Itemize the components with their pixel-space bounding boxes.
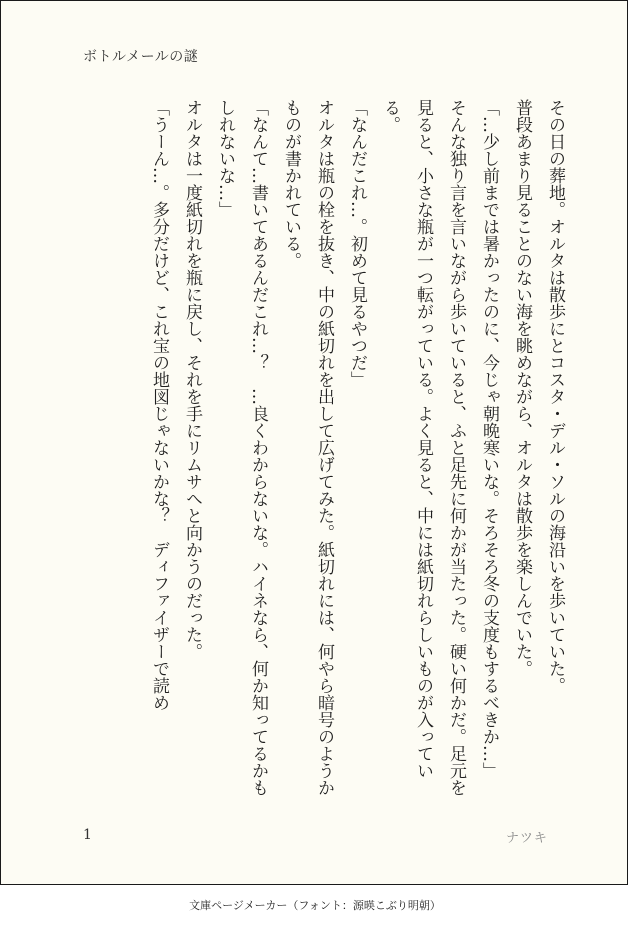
paragraph: 「うーん…。多分だけど、これ宝の地図じゃないかな？ ディファイザーで読め — [149, 99, 169, 711]
paragraph: 「なんだこれ…。初めて見るやつだ」 — [347, 99, 367, 388]
page-title: ボトルメールの謎 — [83, 49, 199, 65]
paragraph: 普段あまり見ることのない海を眺めながら、オルタは散歩を楽しんでいた。 — [512, 99, 532, 677]
author-name: ナツキ — [506, 831, 548, 846]
paragraph: オルタは一度紙切れを瓶に戻し、それを手にリムサへと向かうのだった。 — [182, 99, 202, 660]
vertical-body-text — [71, 99, 571, 797]
paragraph: オルタは瓶の栓を抜き、中の紙切れを出して広げてみた。紙切れには、何やら暗号のようかものが書かれている。 — [281, 99, 334, 796]
paragraph: その日の葬地。オルタは散歩にとコスタ・デル・ソルの海沿いを歩いていた。 — [545, 99, 565, 694]
paragraph: そんな独り言を言いながら歩いていると、ふと足先に何かが当たった。硬い何かだ。足元を見ると、小さな瓶が一つ転がっている。よく見ると、中には紙切れらしいものが入っている。 — [380, 99, 466, 796]
footer-credit: 文庫ページメーカー（フォント：源暎こぶり明朝） — [189, 899, 441, 912]
paragraph: 「なんて…書いてあるんだこれ…？ …良くわからないな。ハイネなら、何か知ってるかもしれないな…」 — [215, 99, 268, 796]
page-number: 1 — [83, 827, 92, 843]
paragraph: 「…少し前までは暑かったのに、今じゃ朝晩寒いな。そろそろ冬の支度もするべきか…」 — [479, 99, 499, 779]
